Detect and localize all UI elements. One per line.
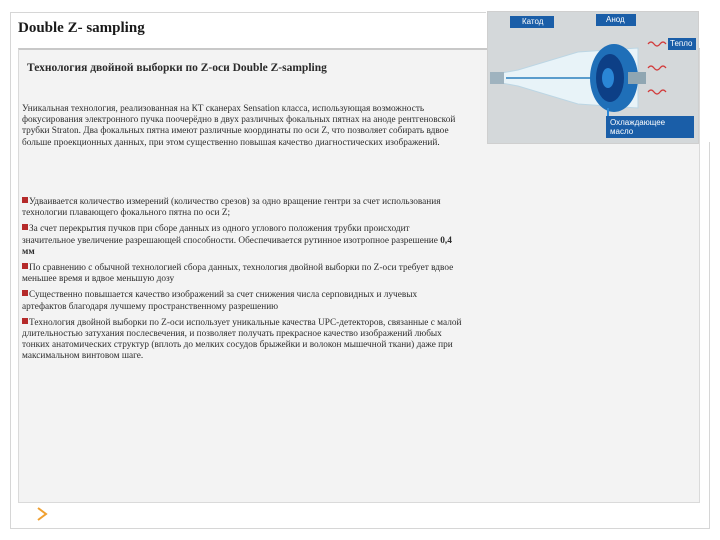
anode-shaft (628, 72, 646, 84)
section-subtitle: Технология двойной выборки по Z-оси Double Z-sampling (27, 62, 327, 74)
cathode-connector (490, 72, 504, 84)
heat-wave-icon (648, 42, 666, 46)
bullet-item (22, 263, 462, 285)
bullet-list (22, 197, 462, 368)
cathode-label: Катод (522, 17, 544, 26)
heat-wave-icon (648, 66, 666, 70)
heat-label: Тепло (670, 39, 693, 48)
bullet-marker-icon (22, 224, 28, 230)
bullet-marker-icon (22, 318, 28, 324)
coolant-label: Охлаждающее масло (610, 118, 666, 136)
bottom-rule (10, 528, 710, 529)
play-arrow-icon[interactable] (36, 507, 48, 521)
bullet-item (22, 224, 462, 258)
bullet-text: Технология двойной выборки по Z-оси использует уникальные качества UPC-детекторов, связанные с малой длительностью затухания послесвечения, и позволяет получать прекрасное качество изображений любых тонких анатомических структур (вплоть до мелких сосудов брыжейки и волокон мышечной ткани) даже при максимальном винтовом шаге. (22, 317, 462, 362)
bullet-text: Существенно повышается качество изображений за счет снижения числа серповидных и лучевых артефактов благодаря лучшему пространственному разрешению (22, 290, 418, 312)
intro-paragraph: Уникальная технология, реализованная на КТ сканерах Sensation класса, использующая возможность фокусирования электронного пучка поочерёдно в двух различных фокальных пятнах на аноде рентгеновской трубки Straton. Два фокальных пятна имеют различные координаты по оси Z, что позволяет собирать вдвое больше проекционных данных, при этом существенно повышая качество диагностических изображений. (22, 104, 456, 148)
bullet-item (22, 197, 462, 219)
right-rule (709, 142, 710, 528)
resolution-value: 0,4 мм (22, 235, 452, 257)
top-rule (10, 12, 486, 13)
bullet-marker-icon (22, 263, 28, 269)
xray-tube-diagram (487, 11, 699, 144)
anode-label: Анод (606, 15, 625, 24)
slide-title: Double Z- sampling (18, 20, 145, 36)
left-rule (10, 12, 11, 528)
focal-spot (602, 68, 614, 88)
bullet-text: По сравнению с обычной технологией сбора данных, технология двойной выборки по Z-оси требует вдвое меньшее время и вдвое меньшую дозу (22, 263, 454, 285)
bullet-marker-icon (22, 197, 28, 203)
bullet-text: За счет перекрытия пучков при сборе данных из одного углового положения трубки происходит значительное увеличение разрешающей способности. Обеспечивается рутинное изотропное разрешение (22, 224, 441, 246)
heat-wave-icon (648, 90, 666, 94)
bullet-marker-icon (22, 290, 28, 296)
bullet-item (22, 290, 462, 312)
bullet-item (22, 318, 462, 363)
bullet-text: Удваивается количество измерений (количество срезов) за одно вращение гентри за счет использования технологии плавающего фокального пятна по оси Z; (22, 197, 441, 219)
